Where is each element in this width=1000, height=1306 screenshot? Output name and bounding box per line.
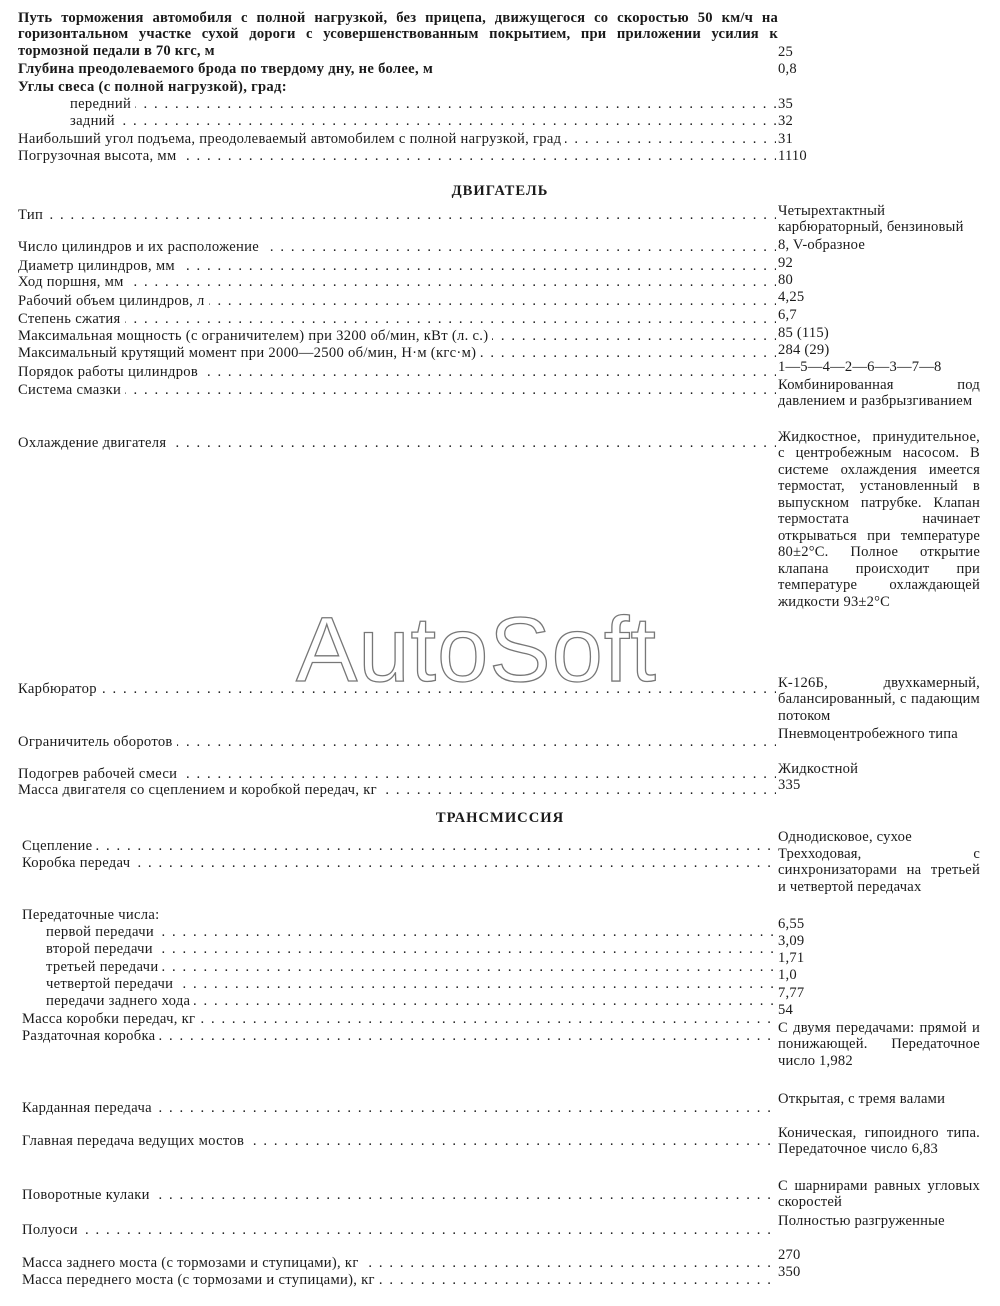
- first-gear-value: 6,55: [778, 916, 805, 932]
- lubrication-system-label: Система смазки . . .: [18, 382, 776, 399]
- driveshaft-label: Карданная передача . . .: [22, 1100, 776, 1117]
- gearbox-mass-value: 54: [778, 1002, 793, 1018]
- gear-ratios-label: Передаточные числа:: [22, 907, 776, 924]
- mixture-preheat-label: Подогрев рабочей смеси . . .: [18, 766, 776, 783]
- engine-type-value: Четырехтактный карбюраторный, бензиновый: [778, 203, 964, 236]
- max-torque-value: 284 (29): [778, 342, 830, 358]
- loading-height-value: 1110: [778, 148, 807, 164]
- final-drive-value: Коническая, гипоидного типа. Передаточное число 6,83: [778, 1125, 980, 1158]
- driveshaft-value: Открытая, с тремя валами: [778, 1091, 946, 1107]
- first-gear-label: первой передачи . . .: [46, 924, 776, 941]
- carburetor-label: Карбюратор . . .: [18, 681, 776, 698]
- max-climb-angle-value: 31: [778, 131, 793, 147]
- final-drive-label: Главная передача ведущих мостов . . .: [22, 1133, 776, 1150]
- clutch-value: Однодисковое, сухое: [778, 829, 912, 845]
- gearbox-mass-label: Масса коробки передач, кг . . .: [22, 1011, 776, 1028]
- carburetor-value: К-126Б, двухкамерный, балансированный, с падающим потоком: [778, 675, 980, 724]
- engine-mass-value: 335: [778, 777, 801, 793]
- overhang-angles-label: Углы свеса (с полной нагрузкой), град:: [18, 79, 776, 96]
- max-power-label: Максимальная мощность (с ограничителем) при 3200 об/мин, кВт (л. с.) . . .: [18, 328, 776, 345]
- gearbox-value: Трехходовая, с синхронизаторами на третьей и четвертой передачах: [778, 846, 980, 895]
- gearbox-label: Коробка передач . . .: [22, 855, 776, 872]
- speed-limiter-label: Ограничитель оборотов . . .: [18, 734, 776, 751]
- engine-mass-label: Масса двигателя со сцеплением и коробкой передач, кг . . .: [18, 782, 776, 799]
- steering-knuckles-label: Поворотные кулаки . . .: [22, 1187, 776, 1204]
- rear-overhang-label: задний . . .: [70, 113, 776, 130]
- firing-order-value: 1—5—4—2—6—3—7—8: [778, 359, 942, 375]
- engine-cooling-value: Жидкостное, принудительное, с центробежным насосом. В системе охлаждения имеется термостат, установленный в выпускном патрубке. Клапан термостата начинает открываться при температуре 80±2°C. Полное открытие клапана происходит при температуре охлаждающей жидкости 93±2°C: [778, 429, 980, 610]
- firing-order-label: Порядок работы цилиндров . . .: [18, 364, 776, 381]
- bore-value: 92: [778, 255, 793, 271]
- engine-cooling-label: Охлаждение двигателя . . .: [18, 435, 776, 452]
- reverse-gear-label: передачи заднего хода . . .: [46, 993, 776, 1010]
- ford-depth-value: 0,8: [778, 61, 797, 77]
- transmission-section-heading: ТРАНСМИССИЯ: [435, 810, 565, 826]
- third-gear-label: третьей передачи . . .: [46, 959, 776, 976]
- braking-distance-value: 25: [778, 44, 793, 60]
- second-gear-label: второй передачи . . .: [46, 941, 776, 958]
- reverse-gear-value: 7,77: [778, 985, 805, 1001]
- fourth-gear-label: четвертой передачи . . .: [46, 976, 776, 993]
- front-overhang-value: 35: [778, 96, 793, 112]
- ford-depth-label: Глубина преодолеваемого брода по твердому дну, не более, м: [18, 61, 776, 78]
- compression-ratio-value: 6,7: [778, 307, 797, 323]
- axle-shafts-value: Полностью разгруженные: [778, 1213, 945, 1229]
- max-climb-angle-label: Наибольший угол подъема, преодолеваемый автомобилем с полной нагрузкой, град . . .: [18, 131, 776, 148]
- max-power-value: 85 (115): [778, 325, 829, 341]
- rear-overhang-value: 32: [778, 113, 793, 129]
- loading-height-label: Погрузочная высота, мм . . .: [18, 148, 776, 165]
- rear-axle-mass-label: Масса заднего моста (с тормозами и ступицами), кг . . .: [22, 1255, 776, 1272]
- fourth-gear-value: 1,0: [778, 967, 797, 983]
- front-axle-mass-label: Масса переднего моста (с тормозами и ступицами), кг . . .: [22, 1272, 776, 1289]
- autosoft-watermark: AutoSoft: [296, 599, 657, 701]
- max-torque-label: Максимальный крутящий момент при 2000—2500 об/мин, Н·м (кгс·м) . . .: [18, 345, 776, 362]
- cylinders-label: Число цилиндров и их расположение . . .: [18, 239, 776, 256]
- cylinders-value: 8, V-образное: [778, 237, 866, 253]
- front-overhang-label: передний . . .: [70, 96, 776, 113]
- compression-ratio-label: Степень сжатия . . .: [18, 311, 776, 328]
- engine-section-heading: ДВИГАТЕЛЬ: [451, 183, 549, 199]
- axle-shafts-label: Полуоси . . .: [22, 1222, 776, 1239]
- stroke-label: Ход поршня, мм . . .: [18, 274, 776, 291]
- speed-limiter-value: Пневмоцентробежного типа: [778, 726, 958, 742]
- displacement-label: Рабочий объем цилиндров, л . . .: [18, 293, 776, 310]
- bore-label: Диаметр цилиндров, мм . . .: [18, 258, 776, 275]
- engine-type-label: Тип . . .: [18, 207, 776, 224]
- transfer-case-label: Раздаточная коробка . . .: [22, 1028, 776, 1045]
- stroke-value: 80: [778, 272, 793, 288]
- mixture-preheat-value: Жидкостной: [778, 761, 859, 777]
- transfer-case-value: С двумя передачами: прямой и понижающей. Передаточное число 1,982: [778, 1020, 980, 1069]
- steering-knuckles-value: С шарнирами равных угловых скоростей: [778, 1178, 980, 1211]
- lubrication-system-value: Комбинированная под давлением и разбрызгиванием: [778, 377, 980, 410]
- braking-distance-label: Путь торможения автомобиля с полной нагрузкой, без прицепа, движущегося со скоростью 50 км/ч на горизонтальном участке сухой дороги с усовершенствованным покрытием, при приложении усилия к тормозной педали в 70 кгс, м: [18, 10, 778, 59]
- rear-axle-mass-value: 270: [778, 1247, 801, 1263]
- displacement-value: 4,25: [778, 289, 805, 305]
- clutch-label: Сцепление . . .: [22, 838, 776, 855]
- third-gear-value: 1,71: [778, 950, 805, 966]
- front-axle-mass-value: 350: [778, 1264, 801, 1280]
- second-gear-value: 3,09: [778, 933, 805, 949]
